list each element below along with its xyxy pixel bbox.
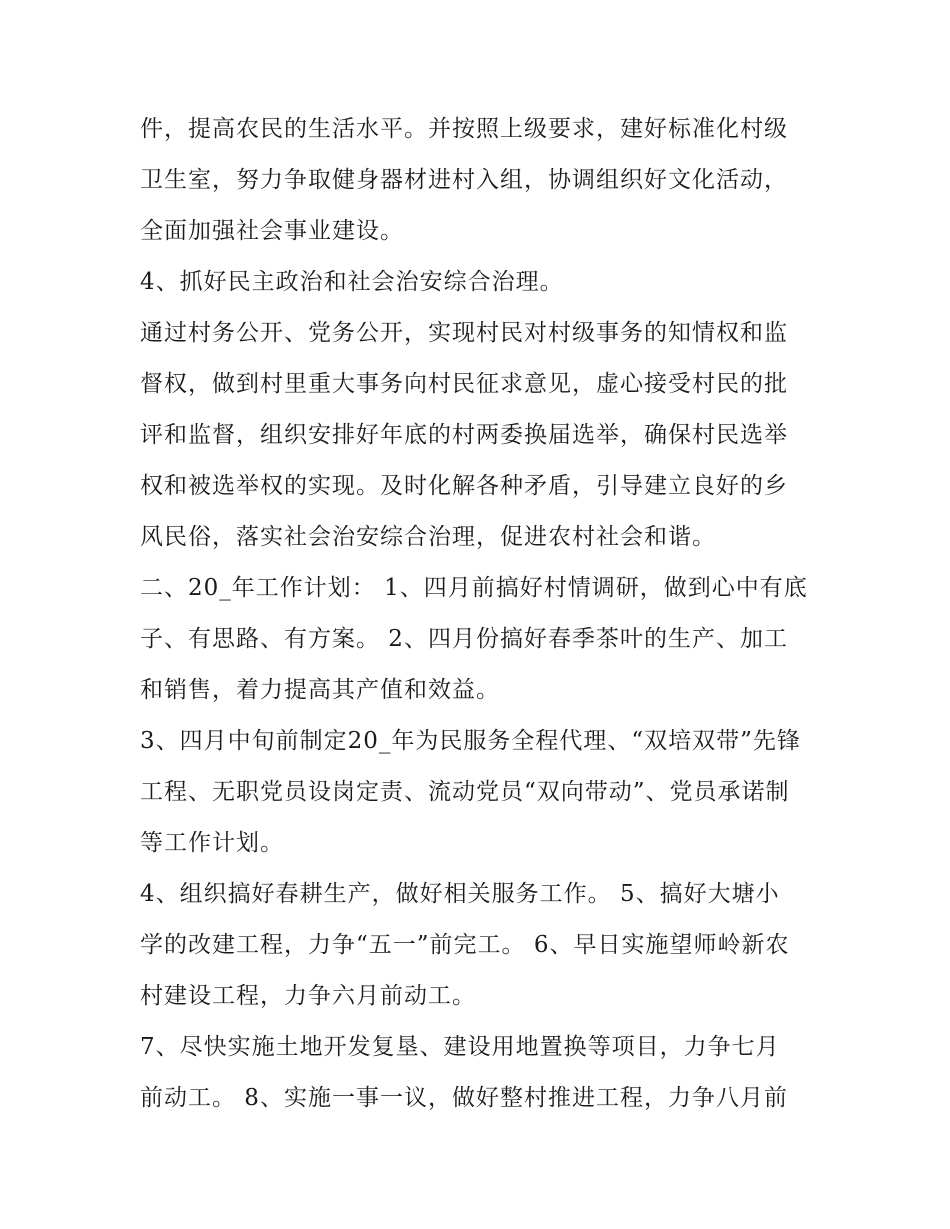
text-line: 件，提高农民的生活水平。并按照上级要求，建好标准化村级 (140, 116, 788, 142)
text-line: 4、抓好民主政治和社会治安综合治理。 (140, 269, 564, 295)
text-line: 4、组织搞好春耕生产，做好相关服务工作。 5、搞好大塘小 (140, 881, 780, 907)
text-line: 7、尽快实施土地开发复垦、建设用地置换等项目，力争七月 (140, 1034, 780, 1060)
text-line: 全面加强社会事业建设。 (140, 218, 404, 244)
text-line: 村建设工程，力争六月前动工。 (140, 983, 476, 1009)
text-line: 通过村务公开、党务公开，实现村民对村级事务的知情权和监 (140, 320, 788, 346)
text-line: 前动工。 8、实施一事一议，做好整村推进工程，力争八月前 (140, 1085, 788, 1111)
text-line: 3、四月中旬前制定20_年为民服务全程代理、“双培双带”先锋 (140, 728, 801, 754)
text-line: 风民俗，落实社会治安综合治理，促进农村社会和谐。 (140, 524, 716, 550)
text-line: 督权，做到村里重大事务向村民征求意见，虚心接受村民的批 (140, 371, 788, 397)
document-body (140, 104, 820, 1124)
text-line: 和销售，着力提高其产值和效益。 (140, 677, 500, 703)
text-line: 等工作计划。 (140, 830, 284, 856)
text-line: 权和被选举权的实现。及时化解各种矛盾，引导建立良好的乡 (140, 473, 788, 499)
text-line: 学的改建工程，力争“五一”前完工。 6、早日实施望师岭新农 (140, 932, 790, 958)
text-line: 评和监督，组织安排好年底的村两委换届选举，确保村民选举 (140, 422, 788, 448)
text-line: 工程、无职党员设岗定责、流动党员“双向带动”、党员承诺制 (140, 779, 790, 805)
text-line: 卫生室，努力争取健身器材进村入组，协调组织好文化活动， (140, 167, 788, 193)
text-line: 子、有思路、有方案。 2、四月份搞好春季茶叶的生产、加工 (140, 626, 788, 652)
text-line: 二、20_年工作计划： 1、四月前搞好村情调研，做到心中有底 (140, 575, 808, 601)
